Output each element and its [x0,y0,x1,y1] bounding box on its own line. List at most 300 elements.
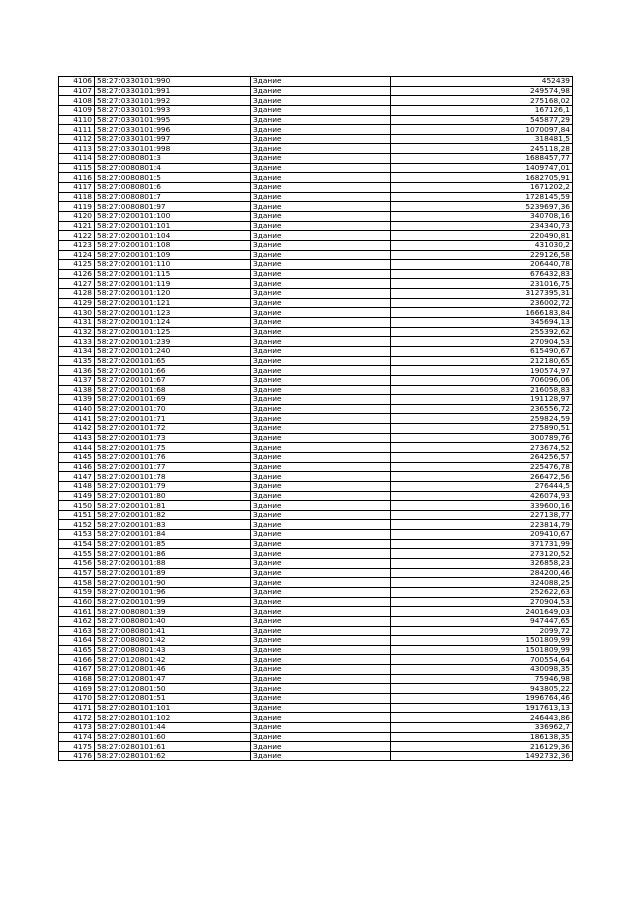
cadastral-number-cell: 58:27:0120801:46 [95,665,251,675]
row-number-cell: 4108 [59,96,95,106]
cadastral-number-cell: 58:27:0080801:42 [95,636,251,646]
row-number-cell: 4142 [59,424,95,434]
cadastral-value-cell: 318481,5 [391,134,573,144]
table-row [59,260,573,270]
table-row [59,134,573,144]
row-number-cell: 4147 [59,472,95,482]
row-number-cell: 4168 [59,674,95,684]
cadastral-value-cell: 284200,46 [391,568,573,578]
object-type-cell: Здание [251,568,391,578]
object-type-cell: Здание [251,462,391,472]
cadastral-number-cell: 58:27:0200101:119 [95,279,251,289]
table-row [59,684,573,694]
row-number-cell: 4166 [59,655,95,665]
cadastral-number-cell: 58:27:0200101:110 [95,260,251,270]
object-type-cell: Здание [251,144,391,154]
row-number-cell: 4122 [59,231,95,241]
cadastral-value-cell: 264256,57 [391,452,573,462]
cadastral-number-cell: 58:27:0200101:99 [95,597,251,607]
row-number-cell: 4175 [59,742,95,752]
object-type-cell: Здание [251,655,391,665]
cadastral-value-cell: 426074,93 [391,491,573,501]
cadastral-value-table [58,76,573,761]
cadastral-number-cell: 58:27:0200101:67 [95,375,251,385]
row-number-cell: 4117 [59,183,95,193]
table-row [59,751,573,761]
cadastral-value-cell: 700554,64 [391,655,573,665]
cadastral-value-cell: 1688457,77 [391,154,573,164]
cadastral-number-cell: 58:27:0200101:78 [95,472,251,482]
table-row [59,404,573,414]
cadastral-number-cell: 58:27:0200101:79 [95,481,251,491]
row-number-cell: 4151 [59,510,95,520]
cadastral-number-cell: 58:27:0200101:69 [95,395,251,405]
object-type-cell: Здание [251,105,391,115]
row-number-cell: 4162 [59,616,95,626]
table-row [59,530,573,540]
row-number-cell: 4121 [59,221,95,231]
row-number-cell: 4138 [59,385,95,395]
cadastral-value-cell: 276444,5 [391,481,573,491]
object-type-cell: Здание [251,269,391,279]
object-type-cell: Здание [251,395,391,405]
cadastral-number-cell: 58:27:0080801:97 [95,202,251,212]
row-number-cell: 4164 [59,636,95,646]
row-number-cell: 4156 [59,559,95,569]
cadastral-number-cell: 58:27:0200101:73 [95,433,251,443]
cadastral-value-cell: 1492732,36 [391,751,573,761]
cadastral-value-cell: 220490,81 [391,231,573,241]
table-row [59,279,573,289]
row-number-cell: 4114 [59,154,95,164]
object-type-cell: Здание [251,587,391,597]
row-number-cell: 4135 [59,356,95,366]
cadastral-number-cell: 58:27:0200101:82 [95,510,251,520]
object-type-cell: Здание [251,192,391,202]
object-type-cell: Здание [251,346,391,356]
cadastral-number-cell: 58:27:0200101:83 [95,520,251,530]
object-type-cell: Здание [251,481,391,491]
cadastral-number-cell: 58:27:0200101:90 [95,578,251,588]
cadastral-value-cell: 227138,77 [391,510,573,520]
cadastral-number-cell: 58:27:0200101:120 [95,289,251,299]
cadastral-number-cell: 58:27:0200101:76 [95,452,251,462]
cadastral-number-cell: 58:27:0080801:43 [95,645,251,655]
cadastral-value-cell: 371731,99 [391,539,573,549]
row-number-cell: 4111 [59,125,95,135]
cadastral-number-cell: 58:27:0200101:124 [95,318,251,328]
row-number-cell: 4149 [59,491,95,501]
table-row [59,742,573,752]
object-type-cell: Здание [251,221,391,231]
object-type-cell: Здание [251,549,391,559]
table-row [59,414,573,424]
row-number-cell: 4152 [59,520,95,530]
object-type-cell: Здание [251,414,391,424]
cadastral-number-cell: 58:27:0080801:4 [95,163,251,173]
cadastral-value-cell: 190574,97 [391,366,573,376]
object-type-cell: Здание [251,703,391,713]
table-row [59,86,573,96]
table-body [59,77,573,761]
cadastral-number-cell: 58:27:0330101:996 [95,125,251,135]
row-number-cell: 4109 [59,105,95,115]
row-number-cell: 4120 [59,211,95,221]
cadastral-number-cell: 58:27:0080801:41 [95,626,251,636]
cadastral-number-cell: 58:27:0330101:992 [95,96,251,106]
cadastral-number-cell: 58:27:0280101:102 [95,713,251,723]
cadastral-value-cell: 431030,2 [391,240,573,250]
cadastral-number-cell: 58:27:0200101:240 [95,346,251,356]
table-row [59,597,573,607]
row-number-cell: 4144 [59,443,95,453]
table-row [59,366,573,376]
object-type-cell: Здание [251,751,391,761]
object-type-cell: Здание [251,250,391,260]
row-number-cell: 4161 [59,607,95,617]
table-row [59,375,573,385]
table-row [59,433,573,443]
object-type-cell: Здание [251,240,391,250]
object-type-cell: Здание [251,134,391,144]
object-type-cell: Здание [251,404,391,414]
table-row [59,539,573,549]
table-row [59,616,573,626]
object-type-cell: Здание [251,260,391,270]
object-type-cell: Здание [251,732,391,742]
row-number-cell: 4106 [59,77,95,87]
cadastral-number-cell: 58:27:0200101:101 [95,221,251,231]
table-row [59,694,573,704]
cadastral-value-cell: 452439 [391,77,573,87]
object-type-cell: Здание [251,742,391,752]
row-number-cell: 4176 [59,751,95,761]
table-row [59,462,573,472]
cadastral-number-cell: 58:27:0200101:68 [95,385,251,395]
cadastral-number-cell: 58:27:0200101:80 [95,491,251,501]
cadastral-number-cell: 58:27:0200101:88 [95,559,251,569]
cadastral-value-cell: 1728145,59 [391,192,573,202]
table-row [59,578,573,588]
table-row [59,77,573,87]
row-number-cell: 4115 [59,163,95,173]
row-number-cell: 4148 [59,481,95,491]
row-number-cell: 4158 [59,578,95,588]
object-type-cell: Здание [251,520,391,530]
row-number-cell: 4112 [59,134,95,144]
cadastral-value-cell: 259824,59 [391,414,573,424]
cadastral-number-cell: 58:27:0200101:75 [95,443,251,453]
cadastral-number-cell: 58:27:0280101:60 [95,732,251,742]
cadastral-value-cell: 1501809,99 [391,645,573,655]
object-type-cell: Здание [251,298,391,308]
row-number-cell: 4171 [59,703,95,713]
object-type-cell: Здание [251,722,391,732]
row-number-cell: 4143 [59,433,95,443]
cadastral-value-cell: 947447,65 [391,616,573,626]
cadastral-value-cell: 216129,36 [391,742,573,752]
cadastral-value-cell: 706096,06 [391,375,573,385]
table-row [59,452,573,462]
cadastral-value-cell: 1070097,84 [391,125,573,135]
cadastral-value-cell: 234340,73 [391,221,573,231]
cadastral-value-cell: 223814,79 [391,520,573,530]
row-number-cell: 4154 [59,539,95,549]
cadastral-number-cell: 58:27:0200101:109 [95,250,251,260]
cadastral-value-cell: 275890,51 [391,424,573,434]
row-number-cell: 4139 [59,395,95,405]
cadastral-number-cell: 58:27:0200101:77 [95,462,251,472]
row-number-cell: 4113 [59,144,95,154]
cadastral-number-cell: 58:27:0120801:47 [95,674,251,684]
table-row [59,385,573,395]
table-row [59,240,573,250]
table-row [59,491,573,501]
table-row [59,713,573,723]
cadastral-value-cell: 275168,02 [391,96,573,106]
cadastral-number-cell: 58:27:0200101:81 [95,501,251,511]
table-row [59,481,573,491]
table-row [59,520,573,530]
cadastral-value-cell: 245118,28 [391,144,573,154]
object-type-cell: Здание [251,510,391,520]
cadastral-value-cell: 270904,53 [391,337,573,347]
row-number-cell: 4124 [59,250,95,260]
table-row [59,269,573,279]
cadastral-value-cell: 5239697,36 [391,202,573,212]
table-row [59,722,573,732]
cadastral-number-cell: 58:27:0200101:96 [95,587,251,597]
cadastral-value-cell: 273120,52 [391,549,573,559]
table-row [59,501,573,511]
object-type-cell: Здание [251,337,391,347]
row-number-cell: 4160 [59,597,95,607]
object-type-cell: Здание [251,491,391,501]
cadastral-number-cell: 58:27:0080801:7 [95,192,251,202]
object-type-cell: Здание [251,636,391,646]
cadastral-value-cell: 236556,72 [391,404,573,414]
row-number-cell: 4133 [59,337,95,347]
cadastral-value-cell: 1671202,2 [391,183,573,193]
object-type-cell: Здание [251,433,391,443]
row-number-cell: 4125 [59,260,95,270]
table-row [59,655,573,665]
cadastral-value-cell: 336962,7 [391,722,573,732]
cadastral-number-cell: 58:27:0200101:125 [95,327,251,337]
row-number-cell: 4145 [59,452,95,462]
row-number-cell: 4159 [59,587,95,597]
row-number-cell: 4137 [59,375,95,385]
cadastral-value-cell: 615490,67 [391,346,573,356]
row-number-cell: 4141 [59,414,95,424]
object-type-cell: Здание [251,356,391,366]
row-number-cell: 4140 [59,404,95,414]
object-type-cell: Здание [251,530,391,540]
table-row [59,298,573,308]
object-type-cell: Здание [251,607,391,617]
table-row [59,173,573,183]
cadastral-value-cell: 231016,75 [391,279,573,289]
object-type-cell: Здание [251,452,391,462]
row-number-cell: 4130 [59,308,95,318]
cadastral-number-cell: 58:27:0200101:108 [95,240,251,250]
table-row [59,289,573,299]
cadastral-value-cell: 430098,35 [391,665,573,675]
cadastral-number-cell: 58:27:0200101:70 [95,404,251,414]
table-row [59,115,573,125]
object-type-cell: Здание [251,645,391,655]
cadastral-value-cell: 545877,29 [391,115,573,125]
table-row [59,472,573,482]
row-number-cell: 4150 [59,501,95,511]
cadastral-value-cell: 3127395,31 [391,289,573,299]
table-row [59,183,573,193]
object-type-cell: Здание [251,327,391,337]
cadastral-value-cell: 300789,76 [391,433,573,443]
cadastral-number-cell: 58:27:0200101:121 [95,298,251,308]
cadastral-value-cell: 249574,98 [391,86,573,96]
cadastral-number-cell: 58:27:0200101:65 [95,356,251,366]
row-number-cell: 4170 [59,694,95,704]
object-type-cell: Здание [251,163,391,173]
object-type-cell: Здание [251,366,391,376]
row-number-cell: 4116 [59,173,95,183]
cadastral-value-cell: 252622,63 [391,587,573,597]
row-number-cell: 4172 [59,713,95,723]
cadastral-value-cell: 216058,83 [391,385,573,395]
object-type-cell: Здание [251,308,391,318]
row-number-cell: 4173 [59,722,95,732]
table-row [59,202,573,212]
object-type-cell: Здание [251,125,391,135]
table-row [59,395,573,405]
cadastral-value-cell: 2099,72 [391,626,573,636]
cadastral-value-cell: 2401649,03 [391,607,573,617]
table-row [59,443,573,453]
object-type-cell: Здание [251,318,391,328]
table-row [59,559,573,569]
cadastral-number-cell: 58:27:0280101:44 [95,722,251,732]
table-row [59,346,573,356]
cadastral-number-cell: 58:27:0330101:993 [95,105,251,115]
table-row [59,636,573,646]
cadastral-value-cell: 1996764,46 [391,694,573,704]
row-number-cell: 4146 [59,462,95,472]
cadastral-number-cell: 58:27:0080801:39 [95,607,251,617]
object-type-cell: Здание [251,211,391,221]
cadastral-value-cell: 1682705,91 [391,173,573,183]
row-number-cell: 4118 [59,192,95,202]
table-row [59,607,573,617]
row-number-cell: 4165 [59,645,95,655]
cadastral-number-cell: 58:27:0280101:61 [95,742,251,752]
row-number-cell: 4169 [59,684,95,694]
cadastral-value-cell: 246443,86 [391,713,573,723]
object-type-cell: Здание [251,202,391,212]
cadastral-number-cell: 58:27:0120801:50 [95,684,251,694]
row-number-cell: 4157 [59,568,95,578]
object-type-cell: Здание [251,86,391,96]
cadastral-number-cell: 58:27:0200101:123 [95,308,251,318]
table-row [59,674,573,684]
cadastral-value-cell: 75946,98 [391,674,573,684]
row-number-cell: 4126 [59,269,95,279]
table-row [59,626,573,636]
cadastral-number-cell: 58:27:0200101:100 [95,211,251,221]
cadastral-number-cell: 58:27:0330101:998 [95,144,251,154]
cadastral-value-cell: 209410,67 [391,530,573,540]
object-type-cell: Здание [251,115,391,125]
table-row [59,318,573,328]
cadastral-value-cell: 212180,65 [391,356,573,366]
cadastral-value-cell: 229126,58 [391,250,573,260]
row-number-cell: 4174 [59,732,95,742]
cadastral-value-cell: 1409747,01 [391,163,573,173]
cadastral-number-cell: 58:27:0330101:995 [95,115,251,125]
row-number-cell: 4123 [59,240,95,250]
cadastral-value-cell: 326858,23 [391,559,573,569]
cadastral-value-cell: 186138,35 [391,732,573,742]
cadastral-value-cell: 236002,72 [391,298,573,308]
row-number-cell: 4153 [59,530,95,540]
cadastral-value-cell: 273674,52 [391,443,573,453]
object-type-cell: Здание [251,616,391,626]
object-type-cell: Здание [251,674,391,684]
table-row [59,568,573,578]
object-type-cell: Здание [251,694,391,704]
cadastral-number-cell: 58:27:0200101:71 [95,414,251,424]
object-type-cell: Здание [251,96,391,106]
object-type-cell: Здание [251,375,391,385]
cadastral-value-cell: 266472,56 [391,472,573,482]
row-number-cell: 4127 [59,279,95,289]
cadastral-number-cell: 58:27:0330101:991 [95,86,251,96]
table-row [59,356,573,366]
cadastral-value-cell: 1501809,99 [391,636,573,646]
object-type-cell: Здание [251,424,391,434]
row-number-cell: 4129 [59,298,95,308]
cadastral-value-cell: 339600,16 [391,501,573,511]
table-row [59,163,573,173]
cadastral-value-cell: 1666183,84 [391,308,573,318]
cadastral-number-cell: 58:27:0330101:990 [95,77,251,87]
object-type-cell: Здание [251,77,391,87]
cadastral-value-cell: 340708,16 [391,211,573,221]
cadastral-value-cell: 943805,22 [391,684,573,694]
cadastral-value-cell: 324088,25 [391,578,573,588]
row-number-cell: 4155 [59,549,95,559]
cadastral-number-cell: 58:27:0080801:6 [95,183,251,193]
table-row [59,154,573,164]
object-type-cell: Здание [251,173,391,183]
cadastral-value-cell: 676432,83 [391,269,573,279]
cadastral-value-cell: 270904,53 [391,597,573,607]
table-row [59,327,573,337]
row-number-cell: 4132 [59,327,95,337]
table-row [59,587,573,597]
object-type-cell: Здание [251,597,391,607]
object-type-cell: Здание [251,443,391,453]
cadastral-number-cell: 58:27:0280101:62 [95,751,251,761]
row-number-cell: 4163 [59,626,95,636]
cadastral-number-cell: 58:27:0280101:101 [95,703,251,713]
cadastral-number-cell: 58:27:0200101:84 [95,530,251,540]
row-number-cell: 4107 [59,86,95,96]
table-row [59,96,573,106]
row-number-cell: 4136 [59,366,95,376]
row-number-cell: 4167 [59,665,95,675]
object-type-cell: Здание [251,279,391,289]
